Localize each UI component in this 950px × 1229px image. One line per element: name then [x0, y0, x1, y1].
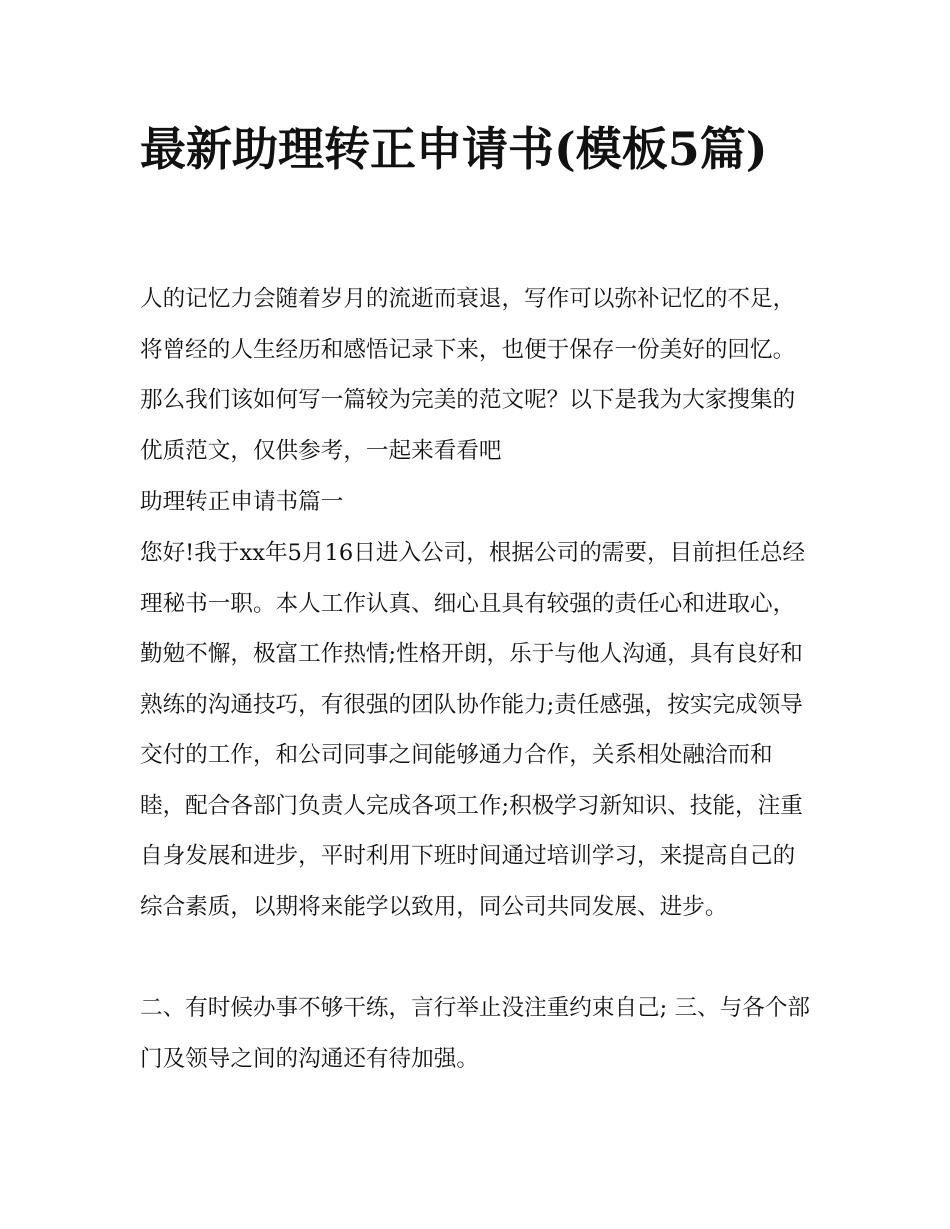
intro-paragraph: 人的记忆力会随着岁月的流逝而衰退，写作可以弥补记忆的不足，将曾经的人生经历和感悟记录下来，也便于保存一份美好的回忆。那么我们该如何写一篇较为完美的范文呢？以下是我为大家搜集的优质范文，仅供参考，一起来看看吧	[140, 286, 796, 464]
document-title: 最新助理转正申请书(模板5篇)	[140, 122, 768, 176]
section-heading: 助理转正申请书篇一	[140, 489, 344, 515]
body-paragraph-2: 二、有时候办事不够干练，言行举止没注重约束自己; 三、与各个部门及领导之间的沟通还有待加强。	[140, 995, 811, 1072]
body-paragraph-1: 您好!我于xx年5月16日进入公司，根据公司的需要，目前担任总经理秘书一职。本人工作认真、细心且具有较强的责任心和进取心，勤勉不懈，极富工作热情;性格开朗，乐于与他人沟通，具有良好和熟练的沟通技巧，有很强的团队协作能力;责任感强，按实完成领导交付的工作，和公司同事之间能够通力合作，关系相处融洽而和睦，配合各部门负责人完成各项工作;积极学习新知识、技能，注重自身发展和进步，平时利用下班时间通过培训学习，来提高自己的综合素质，以期将来能学以致用，同公司共同发展、进步。	[140, 540, 806, 920]
